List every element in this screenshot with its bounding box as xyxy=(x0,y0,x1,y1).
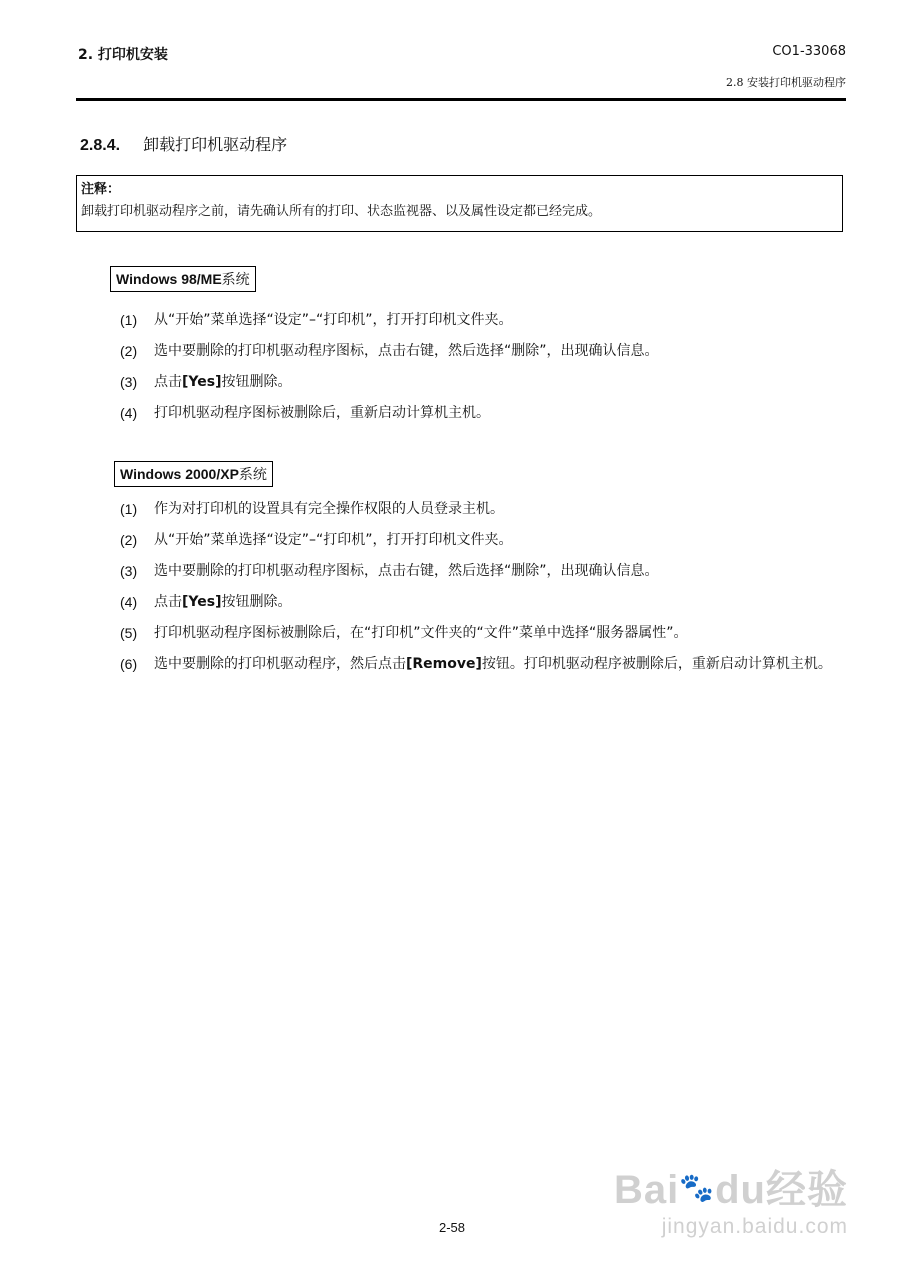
watermark-logo-cjk: 经验 xyxy=(766,1168,848,1212)
list-item xyxy=(120,653,850,676)
win98-label-cjk: 系统 xyxy=(221,272,250,288)
step-text: 从“开始”菜单选择“设定”–“打印机”，打开打印机文件夹。 xyxy=(154,532,513,548)
step-text xyxy=(154,653,850,676)
win2000-label-latin: Windows 2000/XP xyxy=(120,466,239,482)
note-title: 注释： xyxy=(81,182,121,197)
step-text-post: 按钮删除。 xyxy=(221,374,292,390)
section-number: 2.8.4. xyxy=(80,137,121,154)
step-number: (6) xyxy=(120,656,138,672)
win2000-steps xyxy=(120,498,850,684)
watermark-logo xyxy=(614,1158,848,1215)
step-text: 从“开始”菜单选择“设定”–“打印机”，打开打印机文件夹。 xyxy=(154,312,513,328)
list-item xyxy=(120,498,850,521)
step-number: (5) xyxy=(120,625,138,641)
step-number: (4) xyxy=(120,405,138,421)
win98-steps xyxy=(120,309,850,433)
step-number: (2) xyxy=(120,532,138,548)
step-number: (1) xyxy=(120,501,138,517)
list-item xyxy=(120,309,850,332)
note-box xyxy=(76,175,843,232)
win98-label xyxy=(110,266,256,292)
step-text: 选中要删除的打印机驱动程序图标，点击右键，然后选择“删除”，出现确认信息。 xyxy=(154,343,659,359)
list-item xyxy=(120,340,850,363)
win2000-label-cjk: 系统 xyxy=(238,467,267,483)
step-text: 打印机驱动程序图标被删除后，重新启动计算机主机。 xyxy=(154,405,490,421)
watermark-url: jingyan.baidu.com xyxy=(661,1215,848,1238)
header-section-ref: 2.8 安装打印机驱动程序 xyxy=(726,76,846,89)
page-number: 2-58 xyxy=(438,1220,466,1235)
list-item xyxy=(120,622,850,645)
step-text-post: 按钮删除。 xyxy=(221,594,292,610)
step-text-post: 按钮。打印机驱动程序被删除后，重新启动计算机主机。 xyxy=(481,656,832,672)
step-number: (3) xyxy=(120,374,138,390)
step-number: (4) xyxy=(120,594,138,610)
win98-label-latin: Windows 98/ME xyxy=(116,271,222,287)
step-text-pre: 选中要删除的打印机驱动程序，然后点击 xyxy=(154,656,406,672)
step-text: 打印机驱动程序图标被删除后，在“打印机”文件夹的“文件”菜单中选择“服务器属性”。 xyxy=(154,625,688,641)
step-text xyxy=(154,371,850,394)
paw-icon: 🐾 xyxy=(679,1172,716,1203)
yes-button-label: [Yes] xyxy=(182,374,222,390)
header-rule xyxy=(76,98,846,101)
win2000-label xyxy=(114,461,273,487)
list-item xyxy=(120,560,850,583)
section-title xyxy=(80,132,287,155)
step-number: (3) xyxy=(120,563,138,579)
watermark-logo-pre: Bai xyxy=(614,1168,680,1212)
step-text xyxy=(154,591,850,614)
step-text: 作为对打印机的设置具有完全操作权限的人员登录主机。 xyxy=(154,501,504,517)
header-chapter: 2. 打印机安装 xyxy=(78,47,168,63)
note-text: 卸载打印机驱动程序之前，请先确认所有的打印、状态监视器、以及属性设定都已经完成。 xyxy=(81,204,602,219)
yes-button-label: [Yes] xyxy=(182,594,222,610)
step-text: 选中要删除的打印机驱动程序图标，点击右键，然后选择“删除”，出现确认信息。 xyxy=(154,563,659,579)
step-text-pre: 点击 xyxy=(154,374,182,390)
step-number: (1) xyxy=(120,312,138,328)
step-number: (2) xyxy=(120,343,138,359)
header-doc-code: CO1-33068 xyxy=(772,44,846,59)
step-text-pre: 点击 xyxy=(154,594,182,610)
list-item xyxy=(120,591,850,614)
section-title-text: 卸载打印机驱动程序 xyxy=(143,135,288,154)
list-item xyxy=(120,371,850,394)
list-item xyxy=(120,402,850,425)
list-item xyxy=(120,529,850,552)
remove-button-label: [Remove] xyxy=(406,656,482,672)
watermark-logo-post: du xyxy=(715,1168,766,1212)
